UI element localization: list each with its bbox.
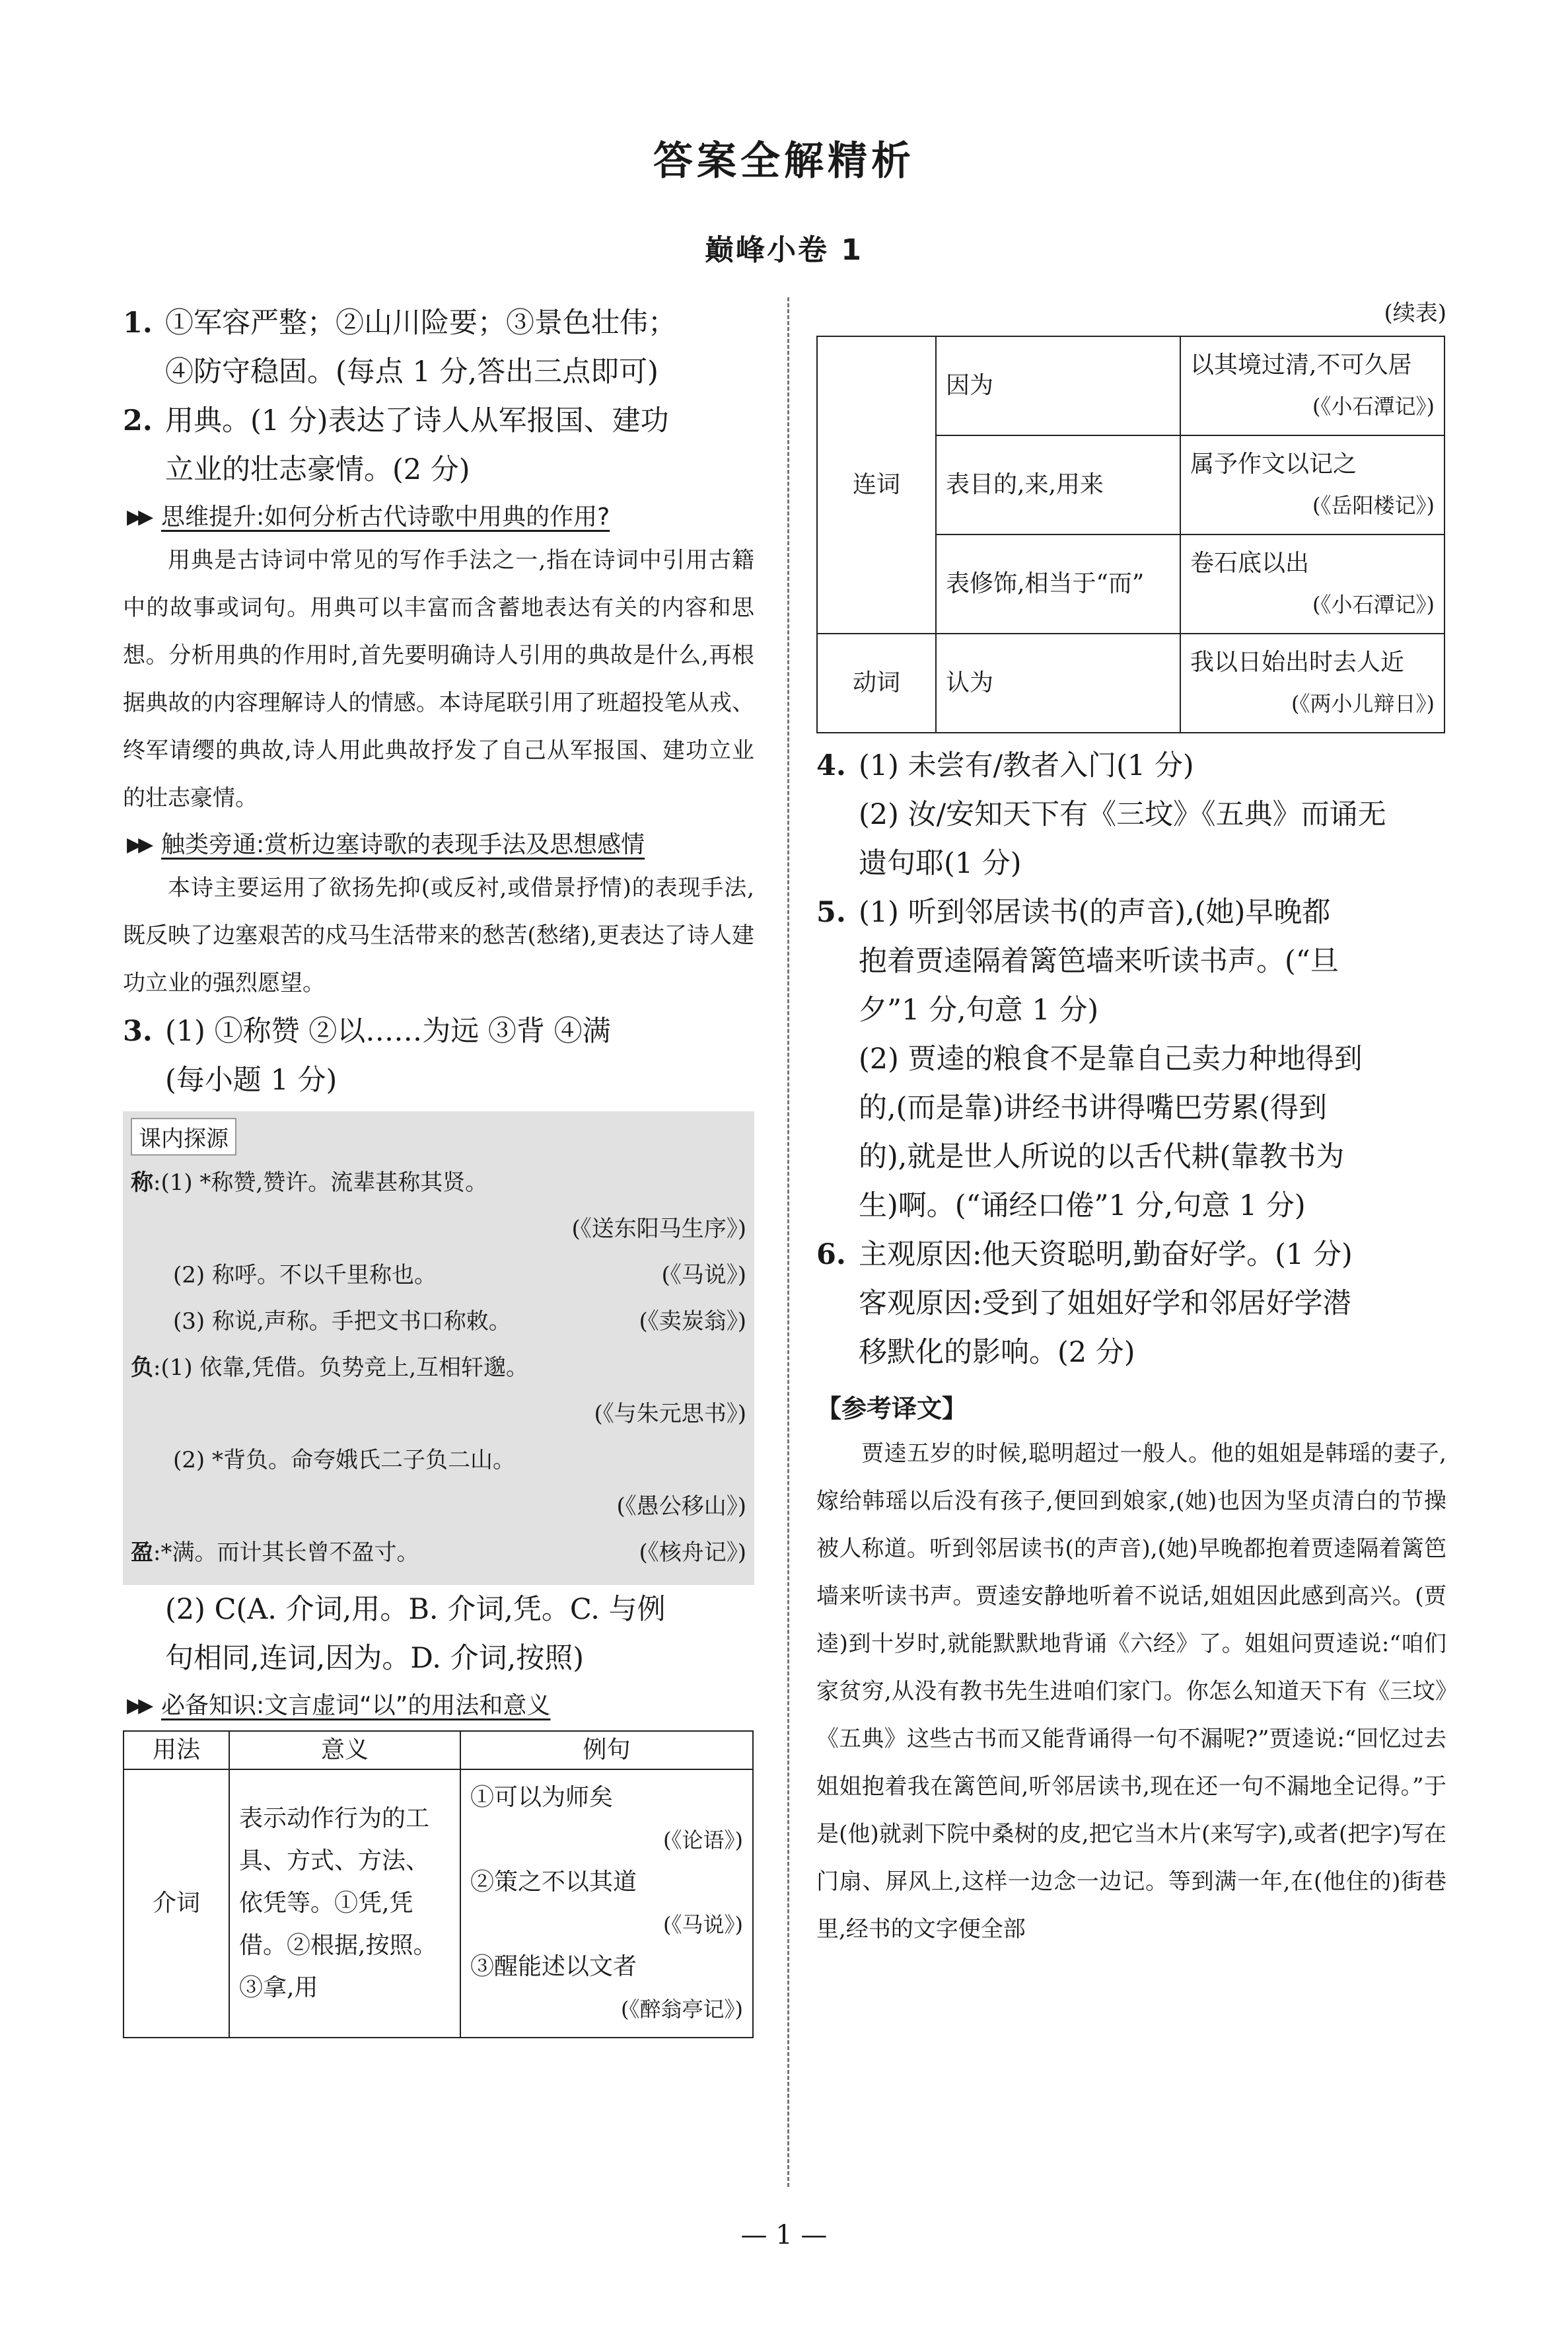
question-number: 3. — [123, 1015, 153, 1048]
source-box — [123, 1111, 754, 1585]
answer-line: 生)啊。(“诵经口倦”1 分,句意 1 分) — [859, 1189, 1306, 1222]
box-line — [131, 1252, 746, 1298]
example-sentence: 我以日始出时去人近 — [1190, 649, 1405, 676]
question-2 — [123, 396, 754, 494]
usage-cell: 介词 — [124, 1769, 229, 2038]
key-char: 称 — [131, 1169, 153, 1196]
answer-line: 主观原因:他天资聪明,勤奋好学。(1 分) — [859, 1238, 1353, 1271]
answer-line: (1) 未尝有/教者入门(1 分) — [859, 749, 1194, 782]
definition: :*满。而计其长曾不盈寸。 — [153, 1539, 419, 1566]
source-ref: (《醉翁亭记》) — [621, 1997, 743, 2022]
example-sentence: ①可以为师矣 — [470, 1784, 614, 1811]
question-3-part-2 — [123, 1585, 754, 1683]
double-arrow-icon: ▶▶ — [127, 505, 150, 529]
table-row — [817, 336, 1444, 435]
section-subtitle: 巅峰小卷 1 — [705, 233, 863, 267]
example-cell — [1180, 634, 1444, 733]
answer-line: 夕”1 分,句意 1 分) — [859, 994, 1099, 1027]
answer-line: 的),就是世人所说的以舌代耕(靠教书为 — [859, 1140, 1345, 1173]
key-char: 负 — [131, 1354, 153, 1381]
explanation-paragraph: 本诗主要运用了欲扬先抑(或反衬,或借景抒情)的表现手法,既反映了边塞艰苦的戍马生活带来的愁苦(愁绪),更表达了诗人建功立业的强烈愿望。 — [123, 875, 754, 996]
usage-cell: 连词 — [817, 336, 936, 634]
source-ref: (《送东阳马生序》) — [571, 1216, 746, 1242]
question-5 — [816, 888, 1446, 1230]
answer-line: 用典。(1 分)表达了诗人从军报国、建功 — [165, 404, 669, 437]
question-number: 4. — [816, 749, 846, 782]
answer-line: 立业的壮志豪情。(2 分) — [165, 453, 470, 486]
reference-translation-heading: 【参考译文】 — [816, 1394, 968, 1423]
box-line — [131, 1391, 746, 1437]
page-title: 答案全解精析 — [653, 138, 915, 184]
column-header: 用法 — [124, 1731, 229, 1769]
left-column — [123, 299, 754, 2038]
question-4 — [816, 741, 1446, 888]
answer-line: 客观原因:受到了姐姐好学和邻居好学潜 — [859, 1287, 1351, 1320]
tip-text: 思维提升:如何分析古代诗歌中用典的作用? — [161, 503, 610, 531]
source-ref: (《岳阳楼记》) — [1312, 493, 1435, 518]
answer-line: ①军容严整；②山川险要；③景色壮伟； — [165, 307, 676, 340]
question-6 — [816, 1230, 1446, 1377]
box-line — [131, 1298, 746, 1345]
tip-text: 必备知识:文言虚词“以”的用法和意义 — [161, 1692, 551, 1719]
definition: (2) 称呼。不以千里称也。 — [173, 1262, 437, 1288]
question-number: 5. — [816, 896, 846, 929]
explanation-paragraph: 用典是古诗词中常见的写作手法之一,指在诗词中引用古籍中的故事或词句。用典可以丰富而含蓄地表达有关的内容和思想。分析用典的作用时,首先要明确诗人引用的典故是什么,再根据典故的内容理解诗人的情感。本诗尾联引用了班超投笔从戎、终军请缨的典故,诗人用此典故抒发了自己从军报国、建功立业的壮志豪情。 — [123, 547, 754, 811]
example-sentence: 卷石底以出 — [1190, 550, 1310, 577]
box-line — [131, 1437, 746, 1483]
definition: (3) 称说,声称。手把文书口称敕。 — [173, 1308, 511, 1335]
column-header: 例句 — [460, 1731, 753, 1769]
source-ref: (《愚公移山》) — [616, 1493, 746, 1520]
example-cell — [1180, 535, 1444, 634]
example-cell — [460, 1769, 753, 2038]
question-number: 1. — [123, 307, 153, 340]
box-line — [131, 1206, 746, 1252]
yi-usage-table — [123, 1730, 754, 2038]
reference-translation-text: 贾逵五岁的时候,聪明超过一般人。他的姐姐是韩瑶的妻子,嫁给韩瑶以后没有孩子,便回到娘家,(她)也因为坚贞清白的节操被人称道。听到邻居读书(的声音),(她)早晚都抱着贾逵隔着篱笆墙来听读书声。贾逵安静地听着不说话,姐姐因此感到高兴。(贾逵)到十岁时,就能默默地背诵《六经》了。姐姐问贾逵说:“咱们家贫穷,从没有教书先生进咱们家门。你怎么知道天下有《三坟》《五典》这些古书而又能背诵得一句不漏呢?”贾逵说:“回忆过去姐姐抱着我在篱笆间,听邻居读书,现在还一句不漏地全记得。”于是(他)就剥下院中桑树的皮,把它当木片(来写字),或者(把字)写在门扇、屏风上,这样一边念一边记。等到满一年,在(他住的)街巷里,经书的文字便全部 — [816, 1440, 1446, 1942]
question-3 — [123, 1007, 754, 1105]
example-cell — [1180, 336, 1444, 435]
column-header: 意义 — [229, 1731, 460, 1769]
answer-line: (1) 听到邻居读书(的声音),(她)早晚都 — [859, 896, 1331, 929]
example-sentence: ③醒能述以文者 — [470, 1953, 637, 1980]
example-sentence: 以其境过清,不可久居 — [1190, 351, 1412, 379]
meaning-cell: 表目的,来,用来 — [936, 435, 1180, 535]
box-title: 课内探源 — [131, 1118, 236, 1156]
answer-line: (2) C(A. 介词,用。B. 介词,凭。C. 与例 — [165, 1593, 666, 1626]
definition: :(1) 依靠,凭借。负势竞上,互相轩邈。 — [153, 1354, 529, 1381]
answer-line: ④防守稳固。(每点 1 分,答出三点即可) — [165, 355, 659, 388]
example-cell — [1180, 435, 1444, 535]
table-header-row — [124, 1731, 753, 1769]
continued-label: (续表) — [1384, 300, 1446, 326]
tip-heading — [123, 498, 754, 536]
answer-line: 抱着贾逵隔着篱笆墙来听读书声。(“旦 — [859, 945, 1339, 978]
meaning-cell: 表修饰,相当于“而” — [936, 535, 1180, 634]
source-ref: (《马说》) — [663, 1912, 743, 1937]
question-number: 6. — [816, 1238, 846, 1271]
source-ref: (《核舟记》) — [639, 1539, 746, 1566]
answer-line: 遗句耶(1 分) — [859, 847, 1022, 880]
tip-text: 触类旁通:赏析边塞诗歌的表现手法及思想感情 — [161, 831, 645, 858]
right-column — [816, 299, 1446, 1953]
answer-line: (1) ①称赞 ②以……为远 ③背 ④满 — [165, 1015, 611, 1048]
answer-line: (每小题 1 分) — [165, 1064, 338, 1097]
usage-cell: 动词 — [817, 634, 936, 733]
table-row — [124, 1769, 753, 2038]
answer-line: 句相同,连词,因为。D. 介词,按照) — [165, 1642, 585, 1675]
source-ref: (《马说》) — [661, 1262, 746, 1288]
answer-line: (2) 贾逵的粮食不是靠自己卖力种地得到 — [859, 1043, 1363, 1076]
box-line — [131, 1345, 746, 1391]
source-ref: (《小石潭记》) — [1312, 592, 1435, 617]
double-arrow-icon: ▶▶ — [127, 833, 150, 856]
definition: :(1) *称赞,赞许。流辈甚称其贤。 — [153, 1169, 488, 1196]
meaning-cell: 表示动作行为的工具、方式、方法、依凭等。①凭,凭借。②根据,按照。③拿,用 — [229, 1769, 460, 2038]
source-ref: (《论语》) — [663, 1827, 743, 1853]
box-line — [131, 1160, 746, 1206]
meaning-cell: 因为 — [936, 336, 1180, 435]
box-line — [131, 1530, 746, 1576]
example-sentence: ②策之不以其道 — [470, 1868, 637, 1896]
example-sentence: 属予作文以记之 — [1190, 451, 1357, 478]
double-arrow-icon: ▶▶ — [127, 1694, 150, 1717]
tip-heading — [123, 826, 754, 864]
key-char: 盈 — [131, 1539, 153, 1566]
meaning-cell: 认为 — [936, 634, 1180, 733]
question-1 — [123, 299, 754, 396]
tip-heading — [123, 1687, 754, 1725]
definition: (2) *背负。命夸娥氏二子负二山。 — [173, 1447, 515, 1473]
answer-line: 移默化的影响。(2 分) — [859, 1336, 1135, 1369]
table-row — [817, 634, 1444, 733]
source-ref: (《与朱元思书》) — [594, 1401, 746, 1427]
answer-line: 的,(而是靠)讲经书讲得嘴巴劳累(得到 — [859, 1091, 1327, 1125]
yi-usage-table-continued — [816, 336, 1445, 733]
source-ref: (《两小儿辩日》) — [1291, 691, 1435, 716]
box-line — [131, 1483, 746, 1530]
answer-line: (2) 汝/安知天下有《三坟》《五典》而诵无 — [859, 798, 1386, 831]
source-ref: (《小石潭记》) — [1312, 394, 1435, 419]
question-number: 2. — [123, 404, 153, 437]
page-number: — 1 — — [740, 2220, 828, 2250]
source-ref: (《卖炭翁》) — [639, 1308, 746, 1335]
column-divider — [787, 297, 789, 2187]
